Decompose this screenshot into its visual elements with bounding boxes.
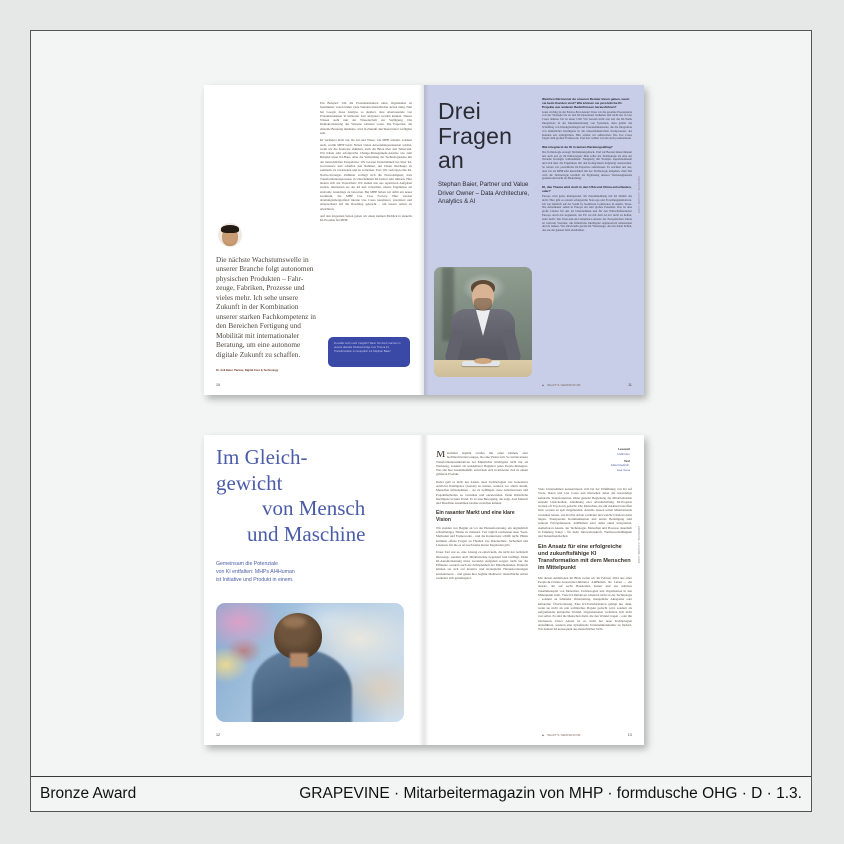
diamond-icon: ◆ [542, 383, 545, 387]
body-paragraph: Wir standen von Beginn an vor der Herausforderung, ein unglaublich schnelllebiges Thema zu meistern. Fast täglich erscheinen neue Tools, Methoden und Frameworks – und die Konkurrenz schläft nicht. Hinzu kommen offene Fragen zu Themen wie Datenschutz, Sicherheit und Lizenzen, für die es oft noch keine klaren Regularien gibt. [436, 525, 528, 547]
photo-beard [474, 298, 492, 311]
body-paragraph: Ein Beispiel: Um die Proteinstrukturen eines Organismus zu bestimmen, waren bisher viele Stunden menschlicher Arbeit nötig. Nun hat Google diese Analyse so skaliert, dass Abertausende von Proteinstrukturen in kürzester Zeit analysiert werden können. Dieses Wissen steht nun der Wissenschaft zur Verfügung. Die Demokratisierung des Wissens schreitet voran. Die Expertise, die einzelne Beratung innehatte, wird in Zukunft durchaus breiter verfügbar sein. [320, 101, 412, 135]
page-number: 13 [627, 733, 632, 737]
page-number: 12 [216, 733, 220, 737]
callout-text: Du willst noch mehr Insights? Dann hör doch mal rein in unsere aktuelle Podcast-Folge zum Thema KI-Transformation im Gespräch mit Stephan Baier! [334, 342, 401, 353]
text-column-2 [538, 451, 632, 723]
edge-caption: GRAPEVINE · AUSGABE 1.2024 [637, 525, 640, 563]
article-subtitle: Stephan Baier, Partner und Value Driver Owner – Data Architecture, Analytics & AI [438, 181, 530, 206]
headline-line: und Maschine [247, 521, 366, 546]
presentation-board [30, 30, 812, 812]
body-paragraph: Auf den folgenden Seiten geben wir einen kleinen Einblick in aktuelle KI-Projekte bei MHP. [320, 214, 412, 223]
photo-person-neck [290, 653, 308, 667]
award-label: Bronze Award [40, 785, 137, 802]
answer: Europa wird gerne kleingeredet. Im Zusammenhang mit KI stimmt das nicht. Hier gibt es extrem erfolgreiche Start-ups und Forschungsinitiativen. Ich war kürzlich auf der South by Southwest Conference in Austin, Texas. Die Amerikaner sehen in Europa ein sehr großes Potenzial. Das ist eine große Chance für uns als Unternehmen und für den Wirtschaftsstandort Europa. Auch das Argument, der EU sei mit dem AI Act nicht zu helfen, zieht nicht: Der Data-and-AI-Compliance-Ansatz der Europäischen Union ist weltweit Vorreiter, um Künstliche Intelligenz regulatorisch einzusetzen und zu lenken. Wir entwickeln gerade KI-Werkzeuge, die uns dabei helfen, das aus der ganzen Welt abzubilden. [542, 193, 632, 233]
page-drei-fragen [424, 85, 644, 395]
feature-headline [216, 445, 365, 547]
question: Welchen Rat kannst du unseren Berater:innen geben, wenn sie beim Kunden sind? Wie können sie persönliche KI-Projekte aus anderen Bedürfnissen herausführen? [542, 97, 630, 110]
headline-line: an [438, 147, 464, 174]
subtitle-line: von KI entfalten: MHPs AI4Human [216, 568, 295, 575]
avatar-hair [221, 225, 239, 233]
article-headline [438, 99, 512, 173]
entry-credit-line: GRAPEVINE · Mitarbeitermagazin von MHP · formdusche OHG · D · 1.3. [299, 785, 802, 802]
podcast-callout-box [328, 337, 410, 367]
quote-attribution: Dr. Anil Baier, Partner, Digital Core & Technology [216, 369, 279, 372]
author-avatar [218, 223, 242, 247]
question: Wie integrierst du KI in deinen Beratungsalltag? [542, 145, 613, 150]
page-number: 10 [216, 383, 220, 387]
body-paragraph: Viele Unternehmen konzentrieren sich bei der Einführung von KI auf Tools, Daten und Use Cases und übersehen dabei die notwendige kulturelle Transformation. Ohne gezielte Begleitung der Mitarbeitenden entsteht Unsicherheit, Ablehnung oder Abwehrhaltung. KI-Projekte werden oft Top-down gedacht. Die Menschen, die am stärksten betroffen sind, werden zu spät eingebunden. Anstelle dessen sollen Mitarbeitende verstehen lernen, wie KI ihre Arbeit verändert und welche Chancen darin liegen. Transparente Kommunikation und aktive Beteiligung sind zentrale Erfolgsfaktoren. AI4Human setzt daher einen integrierten, skalierbaren Ansatz, der Technologie, Menschen und Prozesse dauerhaft in Einklang bringt – für mehr Innovationskraft, Wettbewerbsfähigkeit und Zukunftssicherheit. [538, 487, 632, 539]
body-column [320, 101, 412, 329]
photo-hair-highlight [282, 616, 306, 628]
dreamy-clouds-photo [216, 603, 404, 722]
diamond-icon: ◆ [542, 733, 545, 737]
magazine-spread-top [204, 85, 644, 395]
running-footer [542, 383, 634, 387]
body-paragraph: Dabei geht es nicht nur darum, neue Technologien wie Generative Artificial Intelligence (GenAI) zu nutzen, sondern vor allem darum, Menschen mitzunehmen – sie zu befähigen, neue Arbeitsweisen und Projektmethoden zu verstehen und anzuwenden. Denn Künstliche Intelligenz ist kein Trend. Es ist eine Bewegung, die zeigt, dass Mensch und Maschine zusammen Großes erreichen können. [436, 479, 528, 506]
footer-mark: WHAT'S NEWSROOM [547, 733, 581, 737]
drop-cap: M [436, 451, 446, 460]
page-number: 11 [628, 383, 632, 387]
pull-quote: Die nächste Wachstumswelle in unserer Branche folgt autonomen physischen Produkten – Fahrzeuge, Fabriken, Prozesse und vieles mehr. Ich sehe unsere Zukunft in der Kombination unserer starken Fachkompetenz in den Bereichen Fertigung und Mobilität mit internationaler Beratung, um eine autonome digitale Zukunft zu schaffen. [216, 255, 316, 359]
headline-line: Fragen [438, 122, 513, 149]
headline-line: Drei [438, 98, 481, 124]
headline-line: gewicht [216, 470, 283, 495]
answer: Die Technologie erzeugt Veränderungsdruck. Und wir Berater:innen müssen uns auch erst zu ihr hinbewegen. Man sollte die Technologie als eine Art virtuelle Kollegin wahrnehmen. Neugierig mit Prompts experimentieren und sich über die Ergebnisse mit den Kolleg:innen freigiebig austauschen. So lernen wir, persönliche KI-Expertise aufzubauen. Es zeichnet uns aus, dass wir als MHP sehr menschlich mit der Technologie umgehen. Zum Teil wird die Technologie letztlich als Ergänzung unseres Werkzeugkastens gesehen und nicht als Bedrohung. [542, 149, 632, 181]
page-gleichgewicht-text [424, 435, 644, 745]
credit-value: 4 Minuten [616, 451, 630, 456]
body-paragraph: KI verändert nicht nur die Art und Weise, wie MHP arbeitet, sondern auch, womit MHP berät. Neben vielen Anwendungsszenarien wächst, wenn wir die Kontexte abklären, auch der Blick über den Tellerrand. Wir haben sehr erfolgreiche Change-Management-Ansätze wie zum Beispiel unser KI-Haus. Aber die Verbindung der Technologieseite mit der menschlichen Perspektive: Wir beraten Unternehmen bei ihrer KI-Governance und schaffen den Rahmen, um Daten überhaupt zu sammeln, zu verarbeiten und zu vernetzen. Erst: Wir verfolgen eine KI-Native-Strategie. Dahinter verbirgt sich die Notwendigkeit, dass Transformationsprozesse in Unternehmen KI-basiert sein müssen. Hier ändern sich die Vorzeichen: Wir ziehen uns aus repetitiven Aufgaben zurück, überlassen sie der KI und versuchen, unsere Ergebnisse als sinnvolle Grundlage zu bewerten. Bei MHP haben wir dafür ein neues Gremium, die MHP Use Case Factory. Hier werden abteilungsübergreifend interne Use Cases kanalisiert, priorisiert und entsprechend auf die Roadmap gebracht – um unsere Arbeit zu erleichtern. [320, 138, 412, 211]
subtitle-line: ist Initiative und Produkt in einem. [216, 576, 294, 583]
body-paragraph: Mit diesen Ambitionen im Blick riefen wir im Februar 2024 aus einer People-&-Culture-Graswurzel-Initiative AI4Human ins Leben – ein Ansatz, der auf sechs Bausteinen basiert und das nahtlose Zusammenspiel von Menschen, Technologien und Organisation in den Mittelpunkt stellt. Viele KI-Initiativen scheitern nicht an der Technologie – sondern an fehlender Orientierung, mangelnder Akzeptanz oder kultureller Überforderung. Eine KI-Transformation gelingt nur dann, wenn sie nicht als rein technisches Projekt gedacht wird, sondern als tiefgreifender kultureller Wandel. Organisationen verändern sich nicht von selbst. Es sind die Menschen darin, die den Wandel tragen – oder ihn blockieren. Unser Ansatz ist es, nicht nur neue Technologien einzuführen, sondern eine dynamische Unternehmenskultur zu fördern. Wir denken KI konsequent aus menschlicher Sicht. [538, 575, 632, 632]
award-caption-bar [31, 776, 811, 811]
footer-mark: WHAT'S NEWSROOM [547, 383, 581, 387]
section-subhead: Ein rasanter Markt und eine klare Vision [436, 510, 515, 523]
feature-subtitle [216, 561, 295, 584]
intro-paragraph [436, 451, 528, 477]
answer: Ganz wichtig ist der End-to-End-Ansatz: Dass wir die gesamte Prozesskette von der Strategie bis zu den KI-Operations bedienen und nicht nur in Use Cases denken. Da ist unser USP. Wir beraten nicht erst seit der KI-Welle Integration; in der Implementierung von Systemen, dazu gehört die Schaffung von Datengrundlagen auf Unternehmensseite, die die Integration von Künstlicher Intelligenz in die unternehmerischen Kernprozesse des Kunden erst ermöglichen. Hier sollten wir aufhorchen: Die Use Cases folgen dem großen Framework. Und dort sollten wir uns auch positionieren. [542, 109, 632, 141]
headline-line: von Mensch [262, 496, 366, 521]
qa-column [542, 97, 632, 349]
running-footer [542, 733, 634, 737]
headline-line: Im Gleich- [216, 445, 308, 469]
magazine-spread-bottom [204, 435, 644, 745]
credit-value: Julia Friedrich, [610, 463, 630, 468]
intro-text: anchmal beginnt Großes mit einer kleinen, aber hochmotivierten Gruppe, die eine Vision teilt. So starten unsere Transformationsinitiativen bei Künstlicher Intelligenz nicht nur als Werkzeug, sondern als wandelbarer Begleiter jedes People-Managers. Was alle hier zusammenhält, entwickelt sich in kürzester Zeit zu einem größeren Produkt. [436, 451, 528, 477]
body-paragraph: Unser Ziel war es, eine Lösung zu entwickeln, die nicht nur technisch überzeugt, sondern auch Mitarbeitende begeistert und befähigt. Denn KI-Automatisierung muss zweierlei Aufgaben sorgen: nicht nur die Effizienz, sondern auch die Zufriedenheit der Mitarbeitenden. Dadurch können sie sich auf kreative und strategische Herausforderungen konzentrieren – und genau hier beginnt Mehrwert: menschliche Arbeit verändert sich grundlegend. [436, 550, 528, 580]
page-gleichgewicht-opener [204, 435, 424, 745]
section-subhead: Ein Ansatz für eine erfolgreiche und zukunftsfähige KI Transformation mit dem Menschen im Mittelpunkt [538, 544, 631, 572]
photo-hands [474, 358, 492, 364]
credit-label: Text [624, 458, 630, 463]
text-column-1 [436, 451, 528, 723]
credit-value: Lisa Vena [616, 467, 630, 472]
credit-label: Lesezeit [618, 447, 630, 451]
portrait-photo-stephan-baier [434, 267, 532, 377]
question: KI, das Thema wird doch in den USA und China entschieden, oder? [542, 185, 632, 194]
page-interview-intro [204, 85, 424, 395]
subtitle-line: Gemeinsam die Potenziale [216, 561, 278, 567]
edge-caption: GRAPEVINE · AUSGABE 1.2024 [637, 175, 640, 213]
